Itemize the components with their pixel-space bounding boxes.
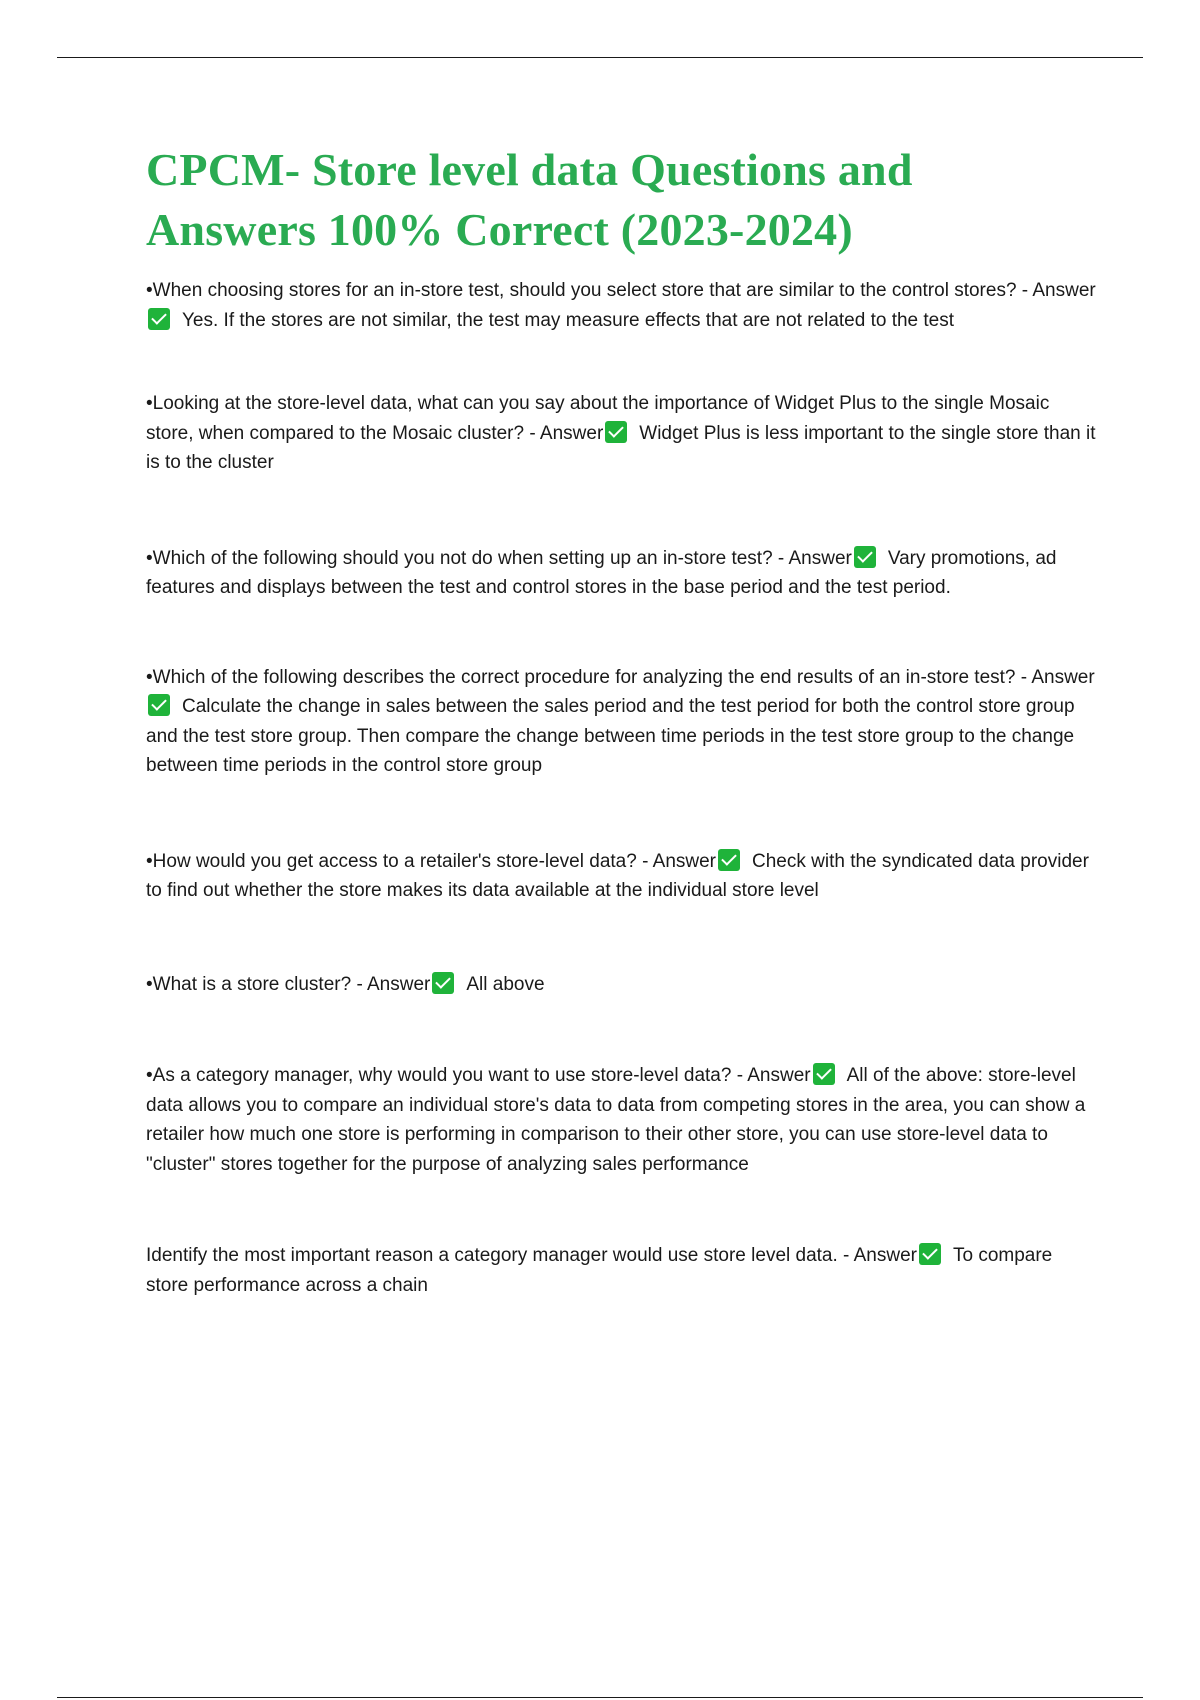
check-mark-icon bbox=[148, 308, 170, 330]
check-mark-icon bbox=[854, 546, 876, 568]
check-mark-icon bbox=[148, 694, 170, 716]
top-rule bbox=[57, 57, 1143, 58]
qa-item bbox=[146, 1241, 1096, 1300]
check-mark-icon bbox=[605, 421, 627, 443]
answer-label: - Answer bbox=[843, 1245, 917, 1266]
answer-label: - Answer bbox=[736, 1065, 811, 1086]
check-mark-icon bbox=[718, 849, 740, 871]
qa-item bbox=[146, 847, 1096, 906]
answer-label: - Answer bbox=[777, 547, 852, 569]
check-mark-icon bbox=[813, 1063, 835, 1085]
answer-label: - Answer bbox=[642, 850, 717, 872]
check-mark-icon bbox=[432, 972, 454, 994]
question-text: •What is a store cluster? bbox=[146, 973, 352, 995]
answer-label: - Answer bbox=[1021, 280, 1096, 301]
answer-text: To compare store performance across a chain bbox=[146, 1245, 1053, 1296]
qa-item bbox=[146, 1061, 1096, 1179]
qa-item bbox=[146, 970, 1096, 1000]
answer-text: Yes. If the stores are not similar, the test may measure effects that are not related to the test bbox=[182, 309, 955, 331]
answer-text: Widget Plus is less important to the single store than it is to the cluster bbox=[146, 422, 1096, 473]
qa-item bbox=[146, 544, 1096, 603]
question-text: •As a category manager, why would you want to use store-level data? bbox=[146, 1065, 732, 1086]
qa-item bbox=[146, 663, 1096, 781]
question-text: •When choosing stores for an in-store test, should you select store that are similar to the control stores? bbox=[146, 280, 1017, 301]
answer-text: Check with the syndicated data provider to find out whether the store makes its data available at the individual store level bbox=[146, 850, 1089, 901]
qa-item bbox=[146, 276, 1096, 335]
page-content bbox=[146, 140, 1096, 1300]
answer-text: Calculate the change in sales between the sales period and the test period for both the control store group and the test store group. Then compare the change between time periods in the test store group to the change between time periods in the control store group bbox=[146, 696, 1075, 776]
answer-label: - Answer bbox=[529, 422, 604, 444]
question-text: •Looking at the store-level data, what can you say about the importance of Widget Plus to the single Mosaic store, when compared to the Mosaic cluster? bbox=[146, 393, 1050, 444]
check-mark-icon bbox=[919, 1243, 941, 1265]
answer-text: All above bbox=[466, 973, 545, 995]
bottom-rule bbox=[57, 1697, 1143, 1698]
answer-label: - Answer bbox=[356, 973, 431, 995]
answer-text: All of the above: store-level data allows you to compare an individual store's data to data from competing stores in the area, you can show a retailer how much one store is performing in comparison to their other store, you can use store-level data to "cluster" stores together for the purpose of analyzing sales performance bbox=[146, 1065, 1086, 1175]
question-text: Identify the most important reason a category manager would use store level data. bbox=[146, 1245, 838, 1266]
answer-label: - Answer bbox=[1020, 666, 1095, 688]
qa-item bbox=[146, 389, 1096, 478]
question-text: •Which of the following describes the correct procedure for analyzing the end results of an in-store test? bbox=[146, 666, 1016, 688]
question-text: •Which of the following should you not do when setting up an in-store test? bbox=[146, 547, 773, 569]
answer-text: Vary promotions, ad features and displays between the test and control stores in the base period and the test period. bbox=[146, 547, 1057, 598]
document-title: CPCM- Store level data Questions and Answers 100% Correct (2023-2024) bbox=[146, 144, 913, 255]
question-text: •How would you get access to a retailer's store-level data? bbox=[146, 850, 637, 872]
